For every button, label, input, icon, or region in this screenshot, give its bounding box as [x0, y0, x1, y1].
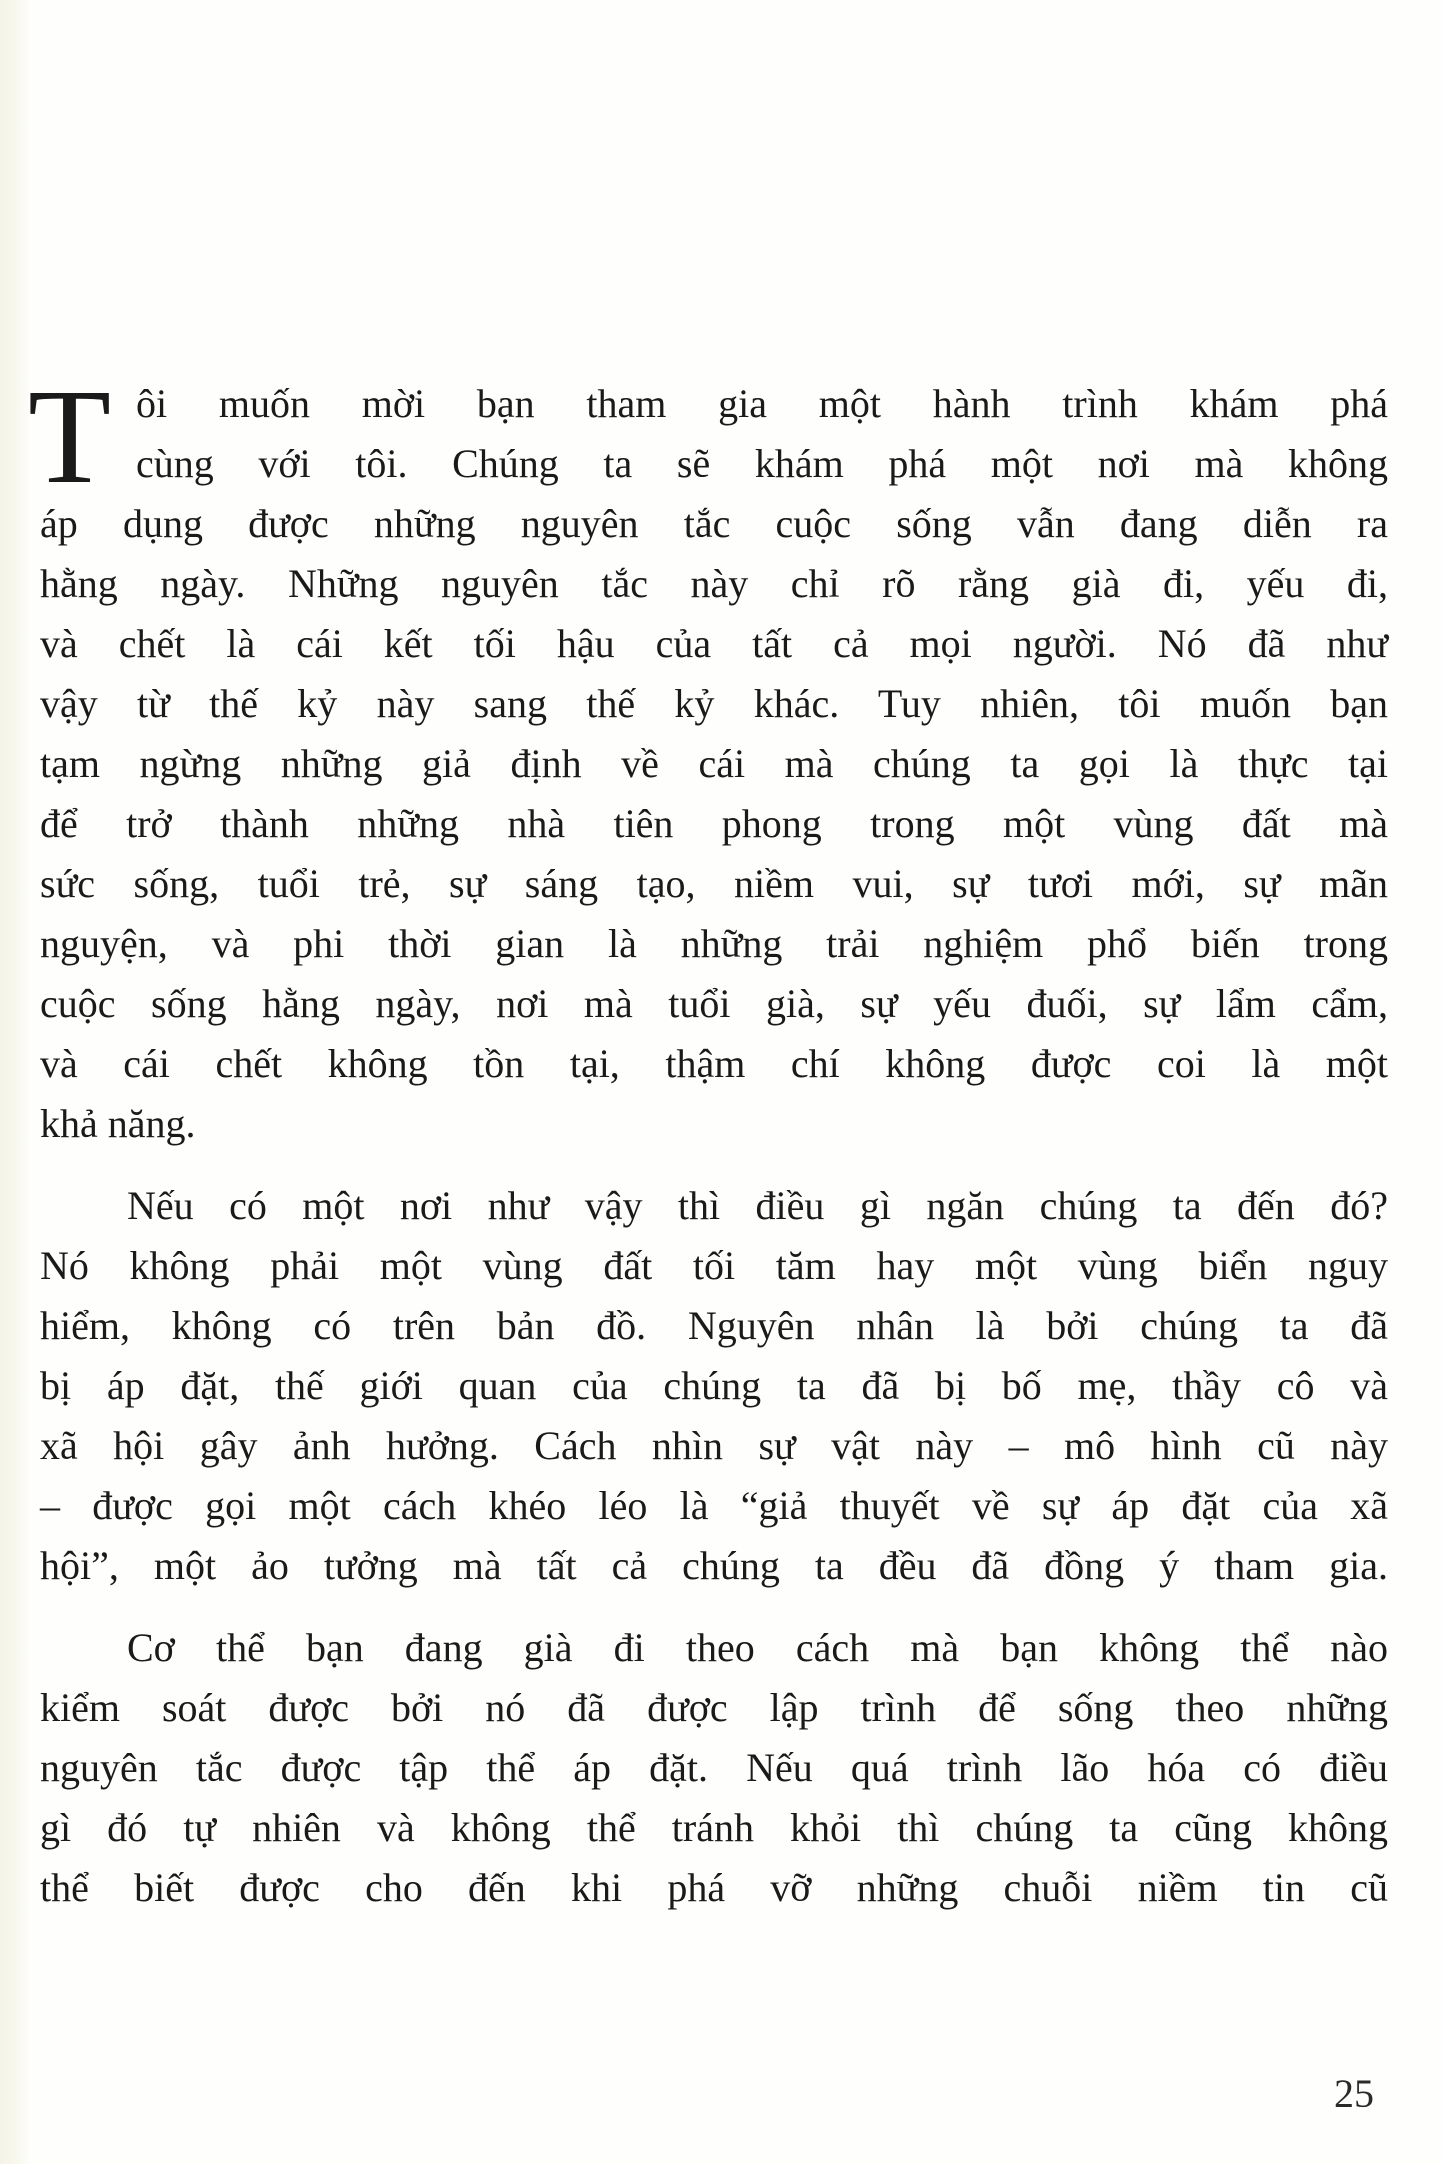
- paragraph-1: [40, 374, 1388, 1154]
- text-line: và cái chết không tồn tại, thậm chí không được coi là một: [40, 1041, 1388, 1086]
- text-line: kiểm soát được bởi nó đã được lập trình để sống theo những: [40, 1685, 1388, 1730]
- text-line: hội”, một ảo tưởng mà tất cả chúng ta đều đã đồng ý tham gia.: [40, 1543, 1388, 1588]
- text-line: tạm ngừng những giả định về cái mà chúng ta gọi là thực tại: [40, 741, 1388, 786]
- text-line: sức sống, tuổi trẻ, sự sáng tạo, niềm vui, sự tươi mới, sự mãn: [40, 861, 1388, 906]
- text-line: cùng với tôi. Chúng ta sẽ khám phá một nơi mà không: [136, 441, 1388, 486]
- text-line: và chết là cái kết tối hậu của tất cả mọi người. Nó đã như: [40, 621, 1388, 666]
- text-line: bị áp đặt, thế giới quan của chúng ta đã bị bố mẹ, thầy cô và: [40, 1363, 1388, 1408]
- text-line: Nếu có một nơi như vậy thì điều gì ngăn chúng ta đến đó?: [127, 1183, 1388, 1228]
- text-line: – được gọi một cách khéo léo là “giả thuyết về sự áp đặt của xã: [40, 1483, 1388, 1528]
- text-line: Nó không phải một vùng đất tối tăm hay một vùng biển nguy: [40, 1243, 1388, 1288]
- text-line: thể biết được cho đến khi phá vỡ những chuỗi niềm tin cũ: [40, 1865, 1388, 1910]
- text-line: để trở thành những nhà tiên phong trong một vùng đất mà: [40, 801, 1388, 846]
- paragraph-spacer: [40, 1154, 1388, 1176]
- text-line: nguyện, và phi thời gian là những trải nghiệm phổ biến trong: [40, 921, 1388, 966]
- text-line: áp dụng được những nguyên tắc cuộc sống vẫn đang diễn ra: [40, 501, 1388, 546]
- paragraph-3: [40, 1618, 1388, 1918]
- page-spine-shadow: [0, 0, 32, 2164]
- text-line: gì đó tự nhiên và không thể tránh khỏi thì chúng ta cũng không: [40, 1805, 1388, 1850]
- text-line: vậy từ thế kỷ này sang thế kỷ khác. Tuy nhiên, tôi muốn bạn: [40, 681, 1388, 726]
- text-line: khả năng.: [40, 1101, 196, 1146]
- page-number: 25: [1334, 2071, 1374, 2116]
- paragraph-2: [40, 1176, 1388, 1596]
- body-text: [40, 374, 1388, 1918]
- text-line: Cơ thể bạn đang già đi theo cách mà bạn không thể nào: [127, 1625, 1388, 1670]
- text-line: nguyên tắc được tập thể áp đặt. Nếu quá trình lão hóa có điều: [40, 1745, 1388, 1790]
- text-line: cuộc sống hằng ngày, nơi mà tuổi già, sự yếu đuối, sự lẩm cẩm,: [40, 981, 1388, 1026]
- text-line: ôi muốn mời bạn tham gia một hành trình khám phá: [136, 381, 1388, 426]
- drop-cap: T: [28, 362, 112, 512]
- text-line: hiểm, không có trên bản đồ. Nguyên nhân là bởi chúng ta đã: [40, 1303, 1388, 1348]
- text-line: xã hội gây ảnh hưởng. Cách nhìn sự vật này – mô hình cũ này: [40, 1423, 1388, 1468]
- paragraph-spacer: [40, 1596, 1388, 1618]
- text-line: hằng ngày. Những nguyên tắc này chỉ rõ rằng già đi, yếu đi,: [40, 561, 1388, 606]
